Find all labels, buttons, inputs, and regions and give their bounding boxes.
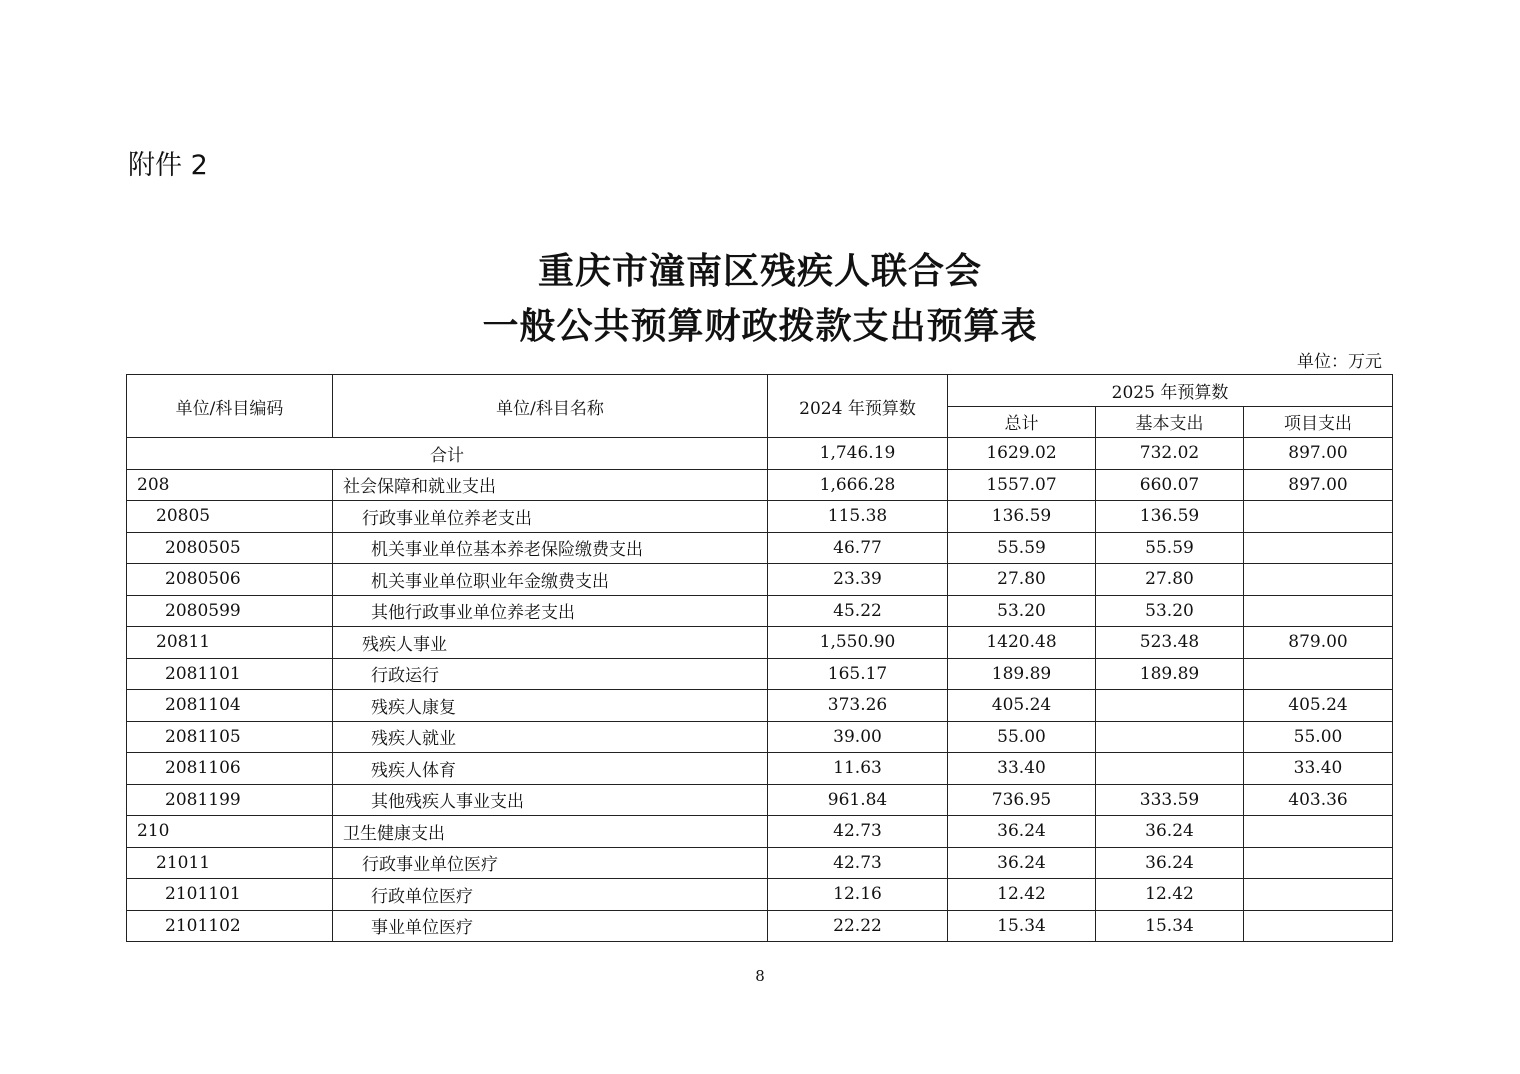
table-row — [127, 627, 1393, 659]
cell-basic: 523.48 — [1096, 627, 1244, 659]
cell-total: 55.00 — [948, 721, 1096, 753]
cell-budget-2024: 42.73 — [768, 847, 948, 879]
cell-project: 879.00 — [1244, 627, 1393, 659]
cell-budget-2024: 45.22 — [768, 595, 948, 627]
cell-total: 1557.07 — [948, 469, 1096, 501]
cell-name: 行政单位医疗 — [333, 879, 768, 911]
cell-basic: 189.89 — [1096, 658, 1244, 690]
cell-project: 55.00 — [1244, 721, 1393, 753]
cell-total: 189.89 — [948, 658, 1096, 690]
cell-budget-2024: 39.00 — [768, 721, 948, 753]
table-row — [127, 595, 1393, 627]
header-row — [127, 375, 1393, 407]
total-label: 合计 — [127, 438, 768, 470]
cell-project — [1244, 910, 1393, 942]
cell-name: 残疾人就业 — [333, 721, 768, 753]
table-row — [127, 469, 1393, 501]
cell-total: 36.24 — [948, 816, 1096, 848]
cell-basic: 136.59 — [1096, 501, 1244, 533]
cell-total: 33.40 — [948, 753, 1096, 785]
cell-basic: 53.20 — [1096, 595, 1244, 627]
cell-project — [1244, 879, 1393, 911]
cell-name: 其他残疾人事业支出 — [333, 784, 768, 816]
cell-budget-2024: 115.38 — [768, 501, 948, 533]
cell-name: 事业单位医疗 — [333, 910, 768, 942]
table-row — [127, 910, 1393, 942]
cell-budget-2024: 1,550.90 — [768, 627, 948, 659]
cell-project — [1244, 595, 1393, 627]
cell-name: 行政运行 — [333, 658, 768, 690]
cell-project — [1244, 532, 1393, 564]
cell-total: 12.42 — [948, 879, 1096, 911]
cell-basic — [1096, 721, 1244, 753]
cell-code: 2080599 — [127, 595, 333, 627]
cell-basic: 55.59 — [1096, 532, 1244, 564]
cell-code: 2101102 — [127, 910, 333, 942]
cell-budget-2024: 961.84 — [768, 784, 948, 816]
header-budget-2025: 2025 年预算数 — [948, 375, 1393, 407]
header-project: 项目支出 — [1244, 406, 1393, 438]
cell-project — [1244, 816, 1393, 848]
cell-code: 2081199 — [127, 784, 333, 816]
table-row — [127, 690, 1393, 722]
cell-budget-2024: 22.22 — [768, 910, 948, 942]
cell-code: 2081105 — [127, 721, 333, 753]
cell-name: 残疾人康复 — [333, 690, 768, 722]
total-row — [127, 438, 1393, 470]
budget-table — [126, 374, 1393, 942]
cell-name: 机关事业单位职业年金缴费支出 — [333, 564, 768, 596]
cell-name: 卫生健康支出 — [333, 816, 768, 848]
cell-total: 27.80 — [948, 564, 1096, 596]
header-total: 总计 — [948, 406, 1096, 438]
cell-code: 210 — [127, 816, 333, 848]
table-row — [127, 501, 1393, 533]
cell-basic — [1096, 690, 1244, 722]
cell-total: 53.20 — [948, 595, 1096, 627]
cell-basic: 36.24 — [1096, 847, 1244, 879]
document-title-line2: 一般公共预算财政拨款支出预算表 — [482, 305, 1038, 347]
total-basic: 732.02 — [1096, 438, 1244, 470]
cell-project — [1244, 658, 1393, 690]
cell-name: 社会保障和就业支出 — [333, 469, 768, 501]
cell-basic: 660.07 — [1096, 469, 1244, 501]
cell-total: 36.24 — [948, 847, 1096, 879]
cell-project — [1244, 564, 1393, 596]
cell-budget-2024: 1,666.28 — [768, 469, 948, 501]
table-row — [127, 532, 1393, 564]
cell-code: 2081101 — [127, 658, 333, 690]
cell-project — [1244, 501, 1393, 533]
cell-total: 136.59 — [948, 501, 1096, 533]
cell-code: 21011 — [127, 847, 333, 879]
cell-name: 行政事业单位医疗 — [333, 847, 768, 879]
cell-budget-2024: 23.39 — [768, 564, 948, 596]
cell-total: 736.95 — [948, 784, 1096, 816]
header-name: 单位/科目名称 — [333, 375, 768, 438]
cell-basic: 27.80 — [1096, 564, 1244, 596]
table-row — [127, 879, 1393, 911]
cell-name: 行政事业单位养老支出 — [333, 501, 768, 533]
cell-name: 其他行政事业单位养老支出 — [333, 595, 768, 627]
header-code: 单位/科目编码 — [127, 375, 333, 438]
document-title-line1: 重庆市潼南区残疾人联合会 — [537, 250, 982, 292]
table-row — [127, 847, 1393, 879]
cell-basic: 12.42 — [1096, 879, 1244, 911]
cell-project: 33.40 — [1244, 753, 1393, 785]
cell-code: 2080506 — [127, 564, 333, 596]
cell-name: 残疾人事业 — [333, 627, 768, 659]
cell-code: 208 — [127, 469, 333, 501]
cell-basic: 333.59 — [1096, 784, 1244, 816]
cell-total: 55.59 — [948, 532, 1096, 564]
cell-code: 20805 — [127, 501, 333, 533]
cell-budget-2024: 12.16 — [768, 879, 948, 911]
cell-basic — [1096, 753, 1244, 785]
table-row — [127, 784, 1393, 816]
unit-label: 单位：万元 — [1297, 352, 1382, 372]
cell-budget-2024: 165.17 — [768, 658, 948, 690]
header-budget-2024: 2024 年预算数 — [768, 375, 948, 438]
table-row — [127, 816, 1393, 848]
cell-total: 1420.48 — [948, 627, 1096, 659]
cell-name: 机关事业单位基本养老保险缴费支出 — [333, 532, 768, 564]
cell-code: 2081106 — [127, 753, 333, 785]
total-total: 1629.02 — [948, 438, 1096, 470]
cell-project — [1244, 847, 1393, 879]
cell-basic: 15.34 — [1096, 910, 1244, 942]
header-basic: 基本支出 — [1096, 406, 1244, 438]
cell-project: 403.36 — [1244, 784, 1393, 816]
attachment-label: 附件 2 — [128, 150, 208, 181]
cell-total: 15.34 — [948, 910, 1096, 942]
cell-basic: 36.24 — [1096, 816, 1244, 848]
cell-project: 405.24 — [1244, 690, 1393, 722]
cell-total: 405.24 — [948, 690, 1096, 722]
page-number: 8 — [755, 967, 765, 985]
cell-budget-2024: 42.73 — [768, 816, 948, 848]
table-row — [127, 658, 1393, 690]
cell-budget-2024: 11.63 — [768, 753, 948, 785]
cell-code: 2080505 — [127, 532, 333, 564]
cell-code: 2101101 — [127, 879, 333, 911]
table-row — [127, 753, 1393, 785]
cell-budget-2024: 373.26 — [768, 690, 948, 722]
total-budget-2024: 1,746.19 — [768, 438, 948, 470]
total-project: 897.00 — [1244, 438, 1393, 470]
table-row — [127, 564, 1393, 596]
cell-project: 897.00 — [1244, 469, 1393, 501]
cell-name: 残疾人体育 — [333, 753, 768, 785]
cell-code: 2081104 — [127, 690, 333, 722]
cell-budget-2024: 46.77 — [768, 532, 948, 564]
table-row — [127, 721, 1393, 753]
cell-code: 20811 — [127, 627, 333, 659]
